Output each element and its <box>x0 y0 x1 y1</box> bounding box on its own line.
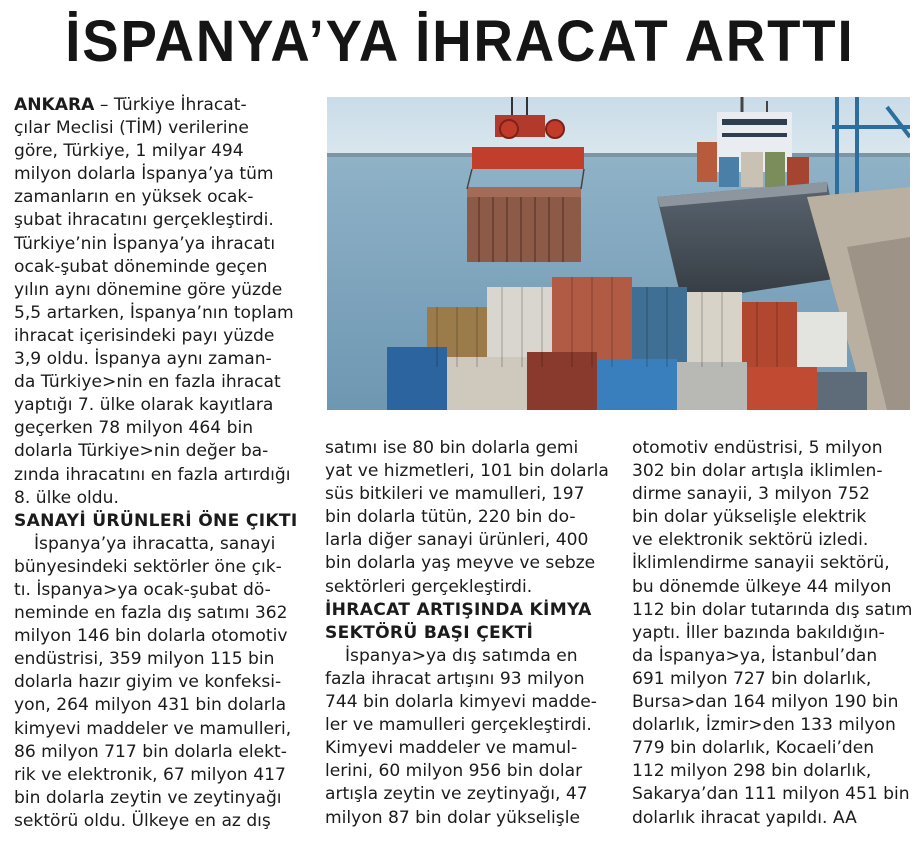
article-line: bin dolarla tütün, 220 bin do- <box>325 507 576 528</box>
article-line: ocak-şubat döneminde geçen <box>14 256 268 277</box>
article-line: ler ve mamulleri gerçekleştirdi. <box>325 715 592 736</box>
dateline: ANKARA <box>14 95 95 115</box>
article-line: dolarla hazır giyim ve konfeksi- <box>14 672 282 693</box>
article-line: dolarla Türkiye>nin değer ba- <box>14 441 269 462</box>
article-column-3 <box>632 437 917 830</box>
article-line: dolarlık ihracat yapıldı. AA <box>632 807 857 828</box>
article-line: yaptığı 7. ülke olarak kayıtlara <box>14 395 274 416</box>
article-line: kimyevi maddeler ve mamulleri, <box>14 718 292 739</box>
article-line: 5,5 artarken, İspanya’nın toplam <box>14 302 294 323</box>
article-line: 302 bin dolar artışla iklimlen- <box>632 461 883 482</box>
article-line: sektörleri gerçekleştirdi. <box>325 576 533 597</box>
article-line: fazla ihracat artışını 93 milyon <box>325 668 585 689</box>
article-column-1 <box>14 94 314 833</box>
article-line: endüstrisi, 359 milyon 115 bin <box>14 649 275 670</box>
article-line: bu dönemde ülkeye 44 milyon <box>632 576 892 597</box>
article-line: 779 bin dolarlık, Kocaeli’den <box>632 738 875 759</box>
article-line: zamanların en yüksek ocak- <box>14 187 254 208</box>
article-line: otomotiv endüstrisi, 5 milyon <box>632 438 883 458</box>
subheading: SANAYİ ÜRÜNLERİ ÖNE ÇIKTI <box>14 510 298 531</box>
article-line: şubat ihracatını gerçekleştirdi. <box>14 210 274 231</box>
subheading: İHRACAT ARTIŞINDA KİMYA <box>325 599 592 620</box>
article-line: neminde en fazla dış satımı 362 <box>14 603 288 624</box>
article-line: yaptı. İller bazında bakıldığın- <box>632 622 885 643</box>
article-line: Sakarya’dan 111 milyon 451 bin <box>632 784 910 805</box>
article-line: da İspanya>ya, İstanbul’dan <box>632 645 878 666</box>
article-line: yılın aynı dönemine göre yüzde <box>14 279 283 300</box>
article-line: ANKARA – Türkiye İhracat- <box>14 95 247 115</box>
article-line: dirme sanayii, 3 milyon 752 <box>632 484 871 505</box>
port-scene-illustration <box>327 97 910 410</box>
article-line: bünyesindeki sektörler öne çık- <box>14 556 282 577</box>
article-line: rik ve elektronik, 67 milyon 417 <box>14 764 286 785</box>
article-line: dolarlık, İzmir>den 133 milyon <box>632 715 896 736</box>
article-line: çılar Meclisi (TİM) verilerine <box>14 118 249 139</box>
article-line: bin dolarla zeytin ve zeytinyağı <box>14 787 282 808</box>
article-line: İklimlendirme sanayii sektörü, <box>632 553 890 574</box>
article-column-2 <box>325 437 615 830</box>
article-line: 691 milyon 727 bin dolarlık, <box>632 668 872 689</box>
article-line: 3,9 oldu. İspanya aynı zaman- <box>14 349 272 370</box>
article-line: Türkiye’nin İspanya’ya ihracatı <box>14 233 276 254</box>
subheading: SEKTÖRÜ BAŞI ÇEKTİ <box>325 622 534 643</box>
article-line: larla diğer sanayi ürünleri, 400 <box>325 530 589 551</box>
article-line: 86 milyon 717 bin dolarla elekt- <box>14 741 287 762</box>
article-line: bin dolar yükselişle elektrik <box>632 507 867 528</box>
article-line: ihracat içerisindeki payı yüzde <box>14 325 275 346</box>
article-line: milyon 87 bin dolar yükselişle <box>325 807 580 828</box>
article-line: geçerken 78 milyon 464 bin <box>14 418 254 439</box>
article-line: İspanya>ya dış satımda en <box>345 645 578 666</box>
article-line: lerini, 60 milyon 956 bin dolar <box>325 761 583 782</box>
article-line: İspanya’ya ihracatta, sanayi <box>34 533 276 554</box>
article-line: satımı ise 80 bin dolarla gemi <box>325 438 579 458</box>
article-line: ve elektronik sektörü izledi. <box>632 530 869 551</box>
article-line: bin dolarla yaş meyve ve sebze <box>325 553 596 574</box>
article-line: yat ve hizmetleri, 101 bin dolarla <box>325 461 609 482</box>
article-line: Kimyevi maddeler ve mamul- <box>325 738 578 759</box>
article-line: artışla zeytin ve zeytinyağı, 47 <box>325 784 588 805</box>
article-line: sektörü oldu. Ülkeye en az dış <box>14 810 271 831</box>
article-line: milyon 146 bin dolarla otomotiv <box>14 626 288 647</box>
article-line: 744 bin dolarla kimyevi madde- <box>325 692 597 713</box>
article-line: 112 milyon 298 bin dolarlık, <box>632 761 872 782</box>
article-line: tı. İspanya>ya ocak-şubat dö- <box>14 579 271 600</box>
headline-container <box>0 2 920 82</box>
article-line: da Türkiye>nin en fazla ihracat <box>14 372 281 393</box>
article-line: yon, 264 milyon 431 bin dolarla <box>14 695 287 716</box>
article-line: milyon dolarla İspanya’ya tüm <box>14 164 274 185</box>
article-line: süs bitkileri ve mamulleri, 197 <box>325 484 585 505</box>
article-photo <box>327 97 910 410</box>
article-line: Bursa>dan 164 milyon 190 bin <box>632 692 899 713</box>
article-line: 8. ülke oldu. <box>14 487 119 508</box>
article-line: 112 bin dolar tutarında dış satım <box>632 599 913 620</box>
article-line: göre, Türkiye, 1 milyar 494 <box>14 141 244 162</box>
page-title: İSPANYA’YA İHRACAT ARTTI <box>65 9 855 74</box>
article-line: zında ihracatını en fazla artırdığı <box>14 464 291 485</box>
